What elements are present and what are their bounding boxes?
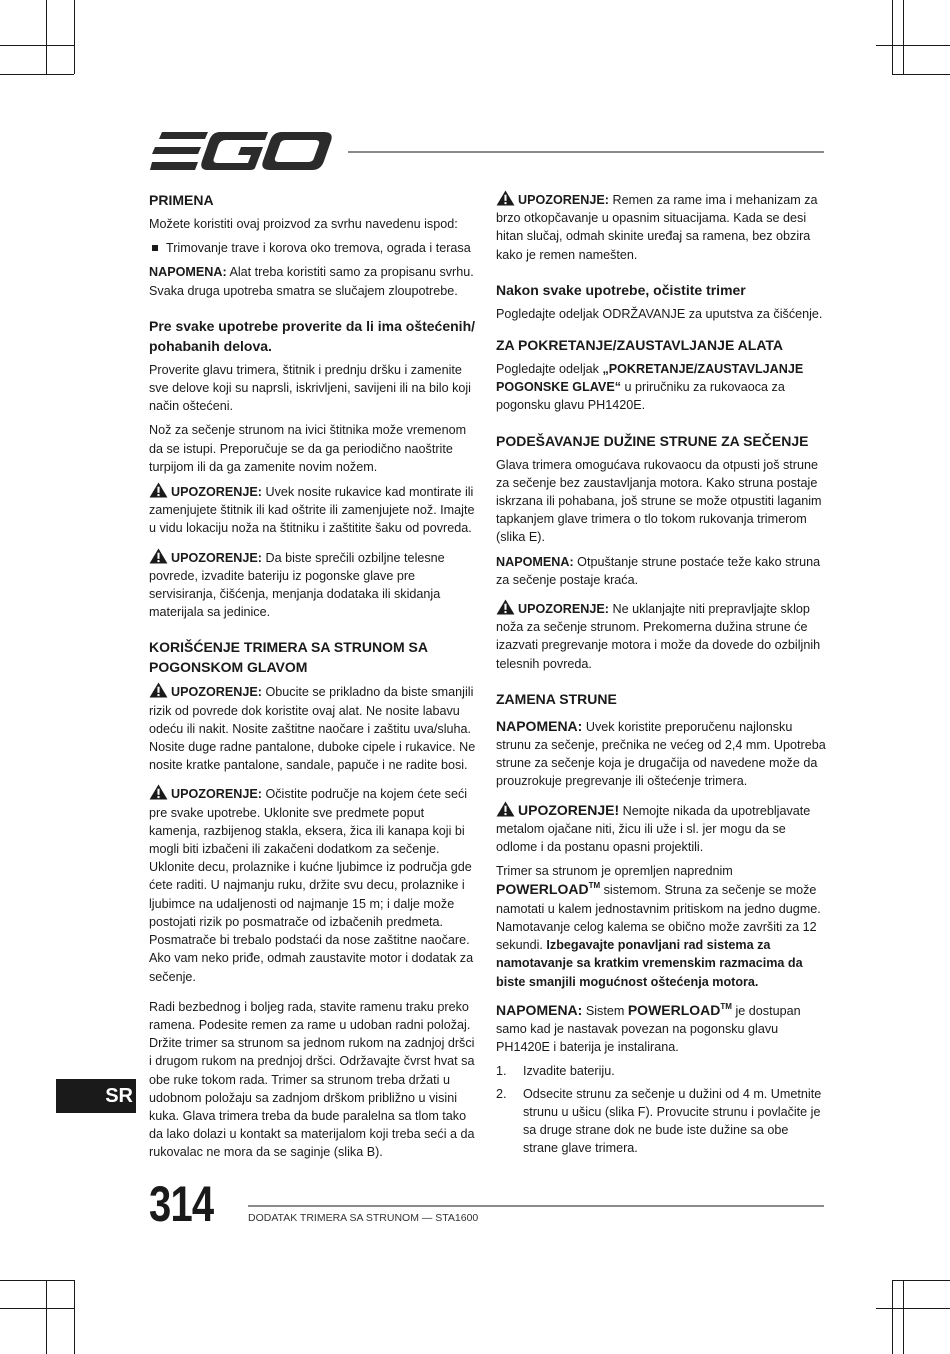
note-label: NAPOMENA: xyxy=(496,1001,583,1018)
warning-label: UPOZORENJE: xyxy=(518,193,609,207)
note-label: NAPOMENA: xyxy=(496,717,583,734)
paragraph: Pogledajte odeljak ODRŽAVANJE za uputstva za čišćenje. xyxy=(496,306,823,321)
paragraph: Možete koristiti ovaj proizvod za svrhu navedenu ispod: xyxy=(149,217,458,231)
left-column xyxy=(149,190,477,1168)
ego-logo xyxy=(150,130,332,172)
warning-text: Očistite područje na kojem ćete seći pre svake upotrebe. Uklonite sve predmete poput kamenja, razbijenog stakla, eksera, žica ili kanapa koji bi mogli biti izbačeni ili zakačeni dodatkom za sečenje. Uklonite decu, prolaznike i kućne ljubimce iz područja gde ćete raditi. U najmanju ruku, držite svu decu, prolaznike i ljubimce na udaljenosti od najmanje 15 m; i dalje može postojati rizik po posmatrače od izbačenih predmeta. Posmatrače bi trebalo podstaći da nose zaštitne naočare. Ako vam neko priđe, odmah zaustavite motor i dodatak za sečenje. xyxy=(149,787,474,984)
warning-icon xyxy=(496,190,515,206)
note-label: NAPOMENA: xyxy=(496,554,574,569)
crop-mark xyxy=(46,0,47,74)
right-column xyxy=(496,190,826,1161)
brand-name: POWERLOAD xyxy=(627,1001,721,1018)
warning xyxy=(149,784,477,985)
footer-rule xyxy=(248,1205,824,1207)
header-rule xyxy=(348,151,824,153)
warning-text: Remen za rame ima i mehanizam za brzo otkopčavanje u opasnim situacijama. Kada se desi hitan slučaj, odmah skinite uređaj sa ramena, bez obzira kako je remen namešten. xyxy=(496,193,818,262)
note xyxy=(496,717,826,791)
crop-mark xyxy=(903,1280,904,1354)
warning xyxy=(496,801,826,857)
crop-mark xyxy=(74,0,75,74)
section-title-start-stop: ZA POKRETANJE/ZAUSTAVLJANJE ALATA xyxy=(496,337,784,354)
warning-label: UPOZORENJE! xyxy=(518,801,620,818)
warning xyxy=(149,548,477,622)
warning-label: UPOZORENJE: xyxy=(518,602,609,617)
crop-mark xyxy=(892,0,893,74)
warning xyxy=(149,482,477,538)
steps-list xyxy=(496,1062,826,1157)
crop-mark xyxy=(892,1280,893,1354)
cross-reference: „POKRETANJE/ZAUSTAVLJANJE POGONSKE GLAVE“ xyxy=(496,362,804,395)
text: sistemom. Struna za sečenje se može namotati u kalem jednostavnim pritiskom na jedno dugme. Namotavanje celog kalema se obično može završiti za 12 sekundi. xyxy=(496,883,821,953)
text: Trimer sa strunom je opremljen naprednim xyxy=(496,864,733,879)
emphasis: Izbegavajte ponavljani rad sistema za namotavanje sa kratkim vremenskim razmacima da biste smanjili mogućnost oštećenja motora. xyxy=(496,938,803,989)
warning-text: Uvek nosite rukavice kad montirate ili zamenjujete štitnik ili kad oštrite ili zamenjujete nož. Imajte u vidu lokaciju noža na štitniku i zaštitite šaku od povreda. xyxy=(149,485,475,536)
warning-label: UPOZORENJE: xyxy=(171,685,262,700)
section-title-check-parts: Pre svake upotrebe proverite da li ima oštećenih/ pohabanih delova. xyxy=(149,317,476,354)
warning-text: Nemojte nikada da upotrebljavate metalom ojačane niti, žicu ili uže i sl. jer mogu da se odlome i da postanu opasni projektili. xyxy=(496,803,811,855)
paragraph: Glava trimera omogućava rukovaocu da otpusti još strune za sečenje bez zaustavljanja motora. Kako struna postaje iskrzana ili pohabana, još strune se može otpustiti laganim tapkanjem glave trimera o tlo tokom rukovanja trimerom (slika E). xyxy=(496,457,822,545)
text: Sistem xyxy=(582,1003,628,1018)
step-number: 2. xyxy=(496,1086,507,1101)
warning xyxy=(149,682,477,774)
step-text: Odsecite strunu za sečenje u dužini od 4 m. Umetnite strunu u ušicu (slika F). Provucite strunu i povlačite je sa druge strane dok ne bude iste dužine sa obe strane glave trimera. xyxy=(523,1086,822,1156)
note-text: Uvek koristite preporučenu najlonsku strunu za sečenje, prečnika ne većeg od 2,4 mm. Upotreba strune za sečenje koja je drugačija od navedene može da prouzrokuje pregrevanje ili oštećenje trimera. xyxy=(496,719,826,789)
section-title-replace-line: ZAMENA STRUNE xyxy=(496,690,617,707)
step-text: Izvadite bateriju. xyxy=(523,1064,615,1079)
crop-mark xyxy=(0,74,74,75)
brand-name: POWERLOAD xyxy=(496,881,589,898)
warning xyxy=(496,599,826,673)
footer-doc-title: DODATAK TRIMERA SA STRUNOM — STA1600 xyxy=(248,1212,479,1224)
paragraph: Proverite glavu trimera, štitnik i prednju dršku i zamenite sve delove koji su naprsli, iskrivljeni, savijeni ili na bilo koji način oštećeni. xyxy=(149,362,471,414)
note-text: Otpuštanje strune postaće teže kako struna za sečenje postaje kraća. xyxy=(496,554,821,587)
note xyxy=(149,263,477,299)
warning-text: Ne uklanjajte niti prepravljajte sklop noža za sečenje strunom. Prekomerna dužina strune će izazvati pregrevanje motora i može da dovede do ozbiljnih telesnih povreda. xyxy=(496,602,821,671)
crop-mark xyxy=(876,45,950,46)
warning-icon xyxy=(496,801,515,817)
section-title-clean-after-use: Nakon svake upotrebe, očistite trimer xyxy=(496,281,746,298)
paragraph: Radi bezbednog i boljeg rada, stavite ramenu traku preko ramena. Podesite remen za rame u udoban radni položaj. Držite trimer sa strunom sa jednom rukom na zadnjoj dršci i drugom rukom na prednjoj dršci. Održavajte čvrst hvat sa obe ruke tokom rada. Trimer sa strunom treba držati u udobnom položaju sa zadnjom drškom približno u visini kuka. Glava trimera treba da bude paralelna sa tlom tako da lako dolazi u kontakt sa materijalom koji treba seći a da rukovalac ne mora da se saginje (slika B). xyxy=(149,999,475,1160)
warning-label: UPOZORENJE: xyxy=(171,550,262,565)
paragraph xyxy=(496,862,826,990)
crop-mark xyxy=(892,74,950,75)
list-item xyxy=(496,1062,826,1080)
note-label: NAPOMENA: xyxy=(149,265,227,280)
step-number: 1. xyxy=(496,1064,507,1079)
list-item xyxy=(496,1085,826,1158)
text: Pogledajte odeljak xyxy=(496,362,603,377)
warning-icon xyxy=(149,682,168,698)
crop-mark xyxy=(46,1280,47,1354)
section-title-primena: PRIMENA xyxy=(149,192,214,208)
crop-mark xyxy=(0,45,74,46)
bullet-list xyxy=(149,239,477,257)
page-number: 314 xyxy=(149,1176,214,1232)
warning-text: Obucite se prikladno da biste smanjili rizik od povrede dok koristite ovaj alat. Ne nosite labavu odeću ili nakit. Nosite zaštitne naočare i zaštitu uva/sluha. Nosite duge radne pantalone, duboke cipele i rukavice. Ne nosite kratke pantalone, sandale, papuče i ne radite bosi. xyxy=(149,685,476,773)
paragraph: Nož za sečenje strunom na ivici štitnika može vremenom da se istupi. Preporučuje se da ga periodično naoštrite turpijom ili da ga zamenite novim nožem. xyxy=(149,423,467,474)
warning-icon xyxy=(496,599,515,615)
crop-mark xyxy=(892,1280,950,1281)
section-title-line-length: PODEŠAVANJE DUŽINE STRUNE ZA SEČENJE xyxy=(496,432,809,449)
text: je dostupan samo kad je nastavak povezan na pogonsku glavu PH1420E i baterija je instalirana. xyxy=(496,1003,801,1055)
list-item: Trimovanje trave i korova oko tremova, ograda i terasa xyxy=(149,239,477,257)
note xyxy=(496,553,826,589)
warning-icon xyxy=(149,784,168,800)
text: u priručniku za rukovaoca za pogonsku glavu PH1420E. xyxy=(496,380,785,413)
crop-mark xyxy=(0,1308,74,1309)
warning-label: UPOZORENJE: xyxy=(171,787,262,802)
trademark: TM xyxy=(588,881,601,891)
warning-text: Da biste sprečili ozbiljne telesne povrede, izvadite bateriju iz pogonske glave pre servisiranja, čišćenja, menjanja dodataka ili skidanja materijala sa jedinice. xyxy=(149,550,445,620)
note-text: Alat treba koristiti samo za propisanu svrhu. Svaka druga upotreba smatra se slučajem zloupotrebe. xyxy=(149,265,474,298)
paragraph xyxy=(496,360,826,415)
language-tab: SR xyxy=(56,1079,136,1113)
crop-mark xyxy=(0,1280,74,1281)
crop-mark xyxy=(903,0,904,74)
crop-mark xyxy=(74,1280,75,1354)
warning-icon xyxy=(149,548,168,564)
note xyxy=(496,1001,826,1057)
crop-mark xyxy=(876,1308,950,1309)
warning-icon xyxy=(149,482,168,498)
trademark: TM xyxy=(720,1001,732,1011)
section-title-using-trimmer: KORIŠĆENJE TRIMERA SA STRUNOM SA POGONSKOM GLAVOM xyxy=(149,639,428,676)
warning xyxy=(496,190,826,264)
warning-label: UPOZORENJE: xyxy=(171,485,262,500)
